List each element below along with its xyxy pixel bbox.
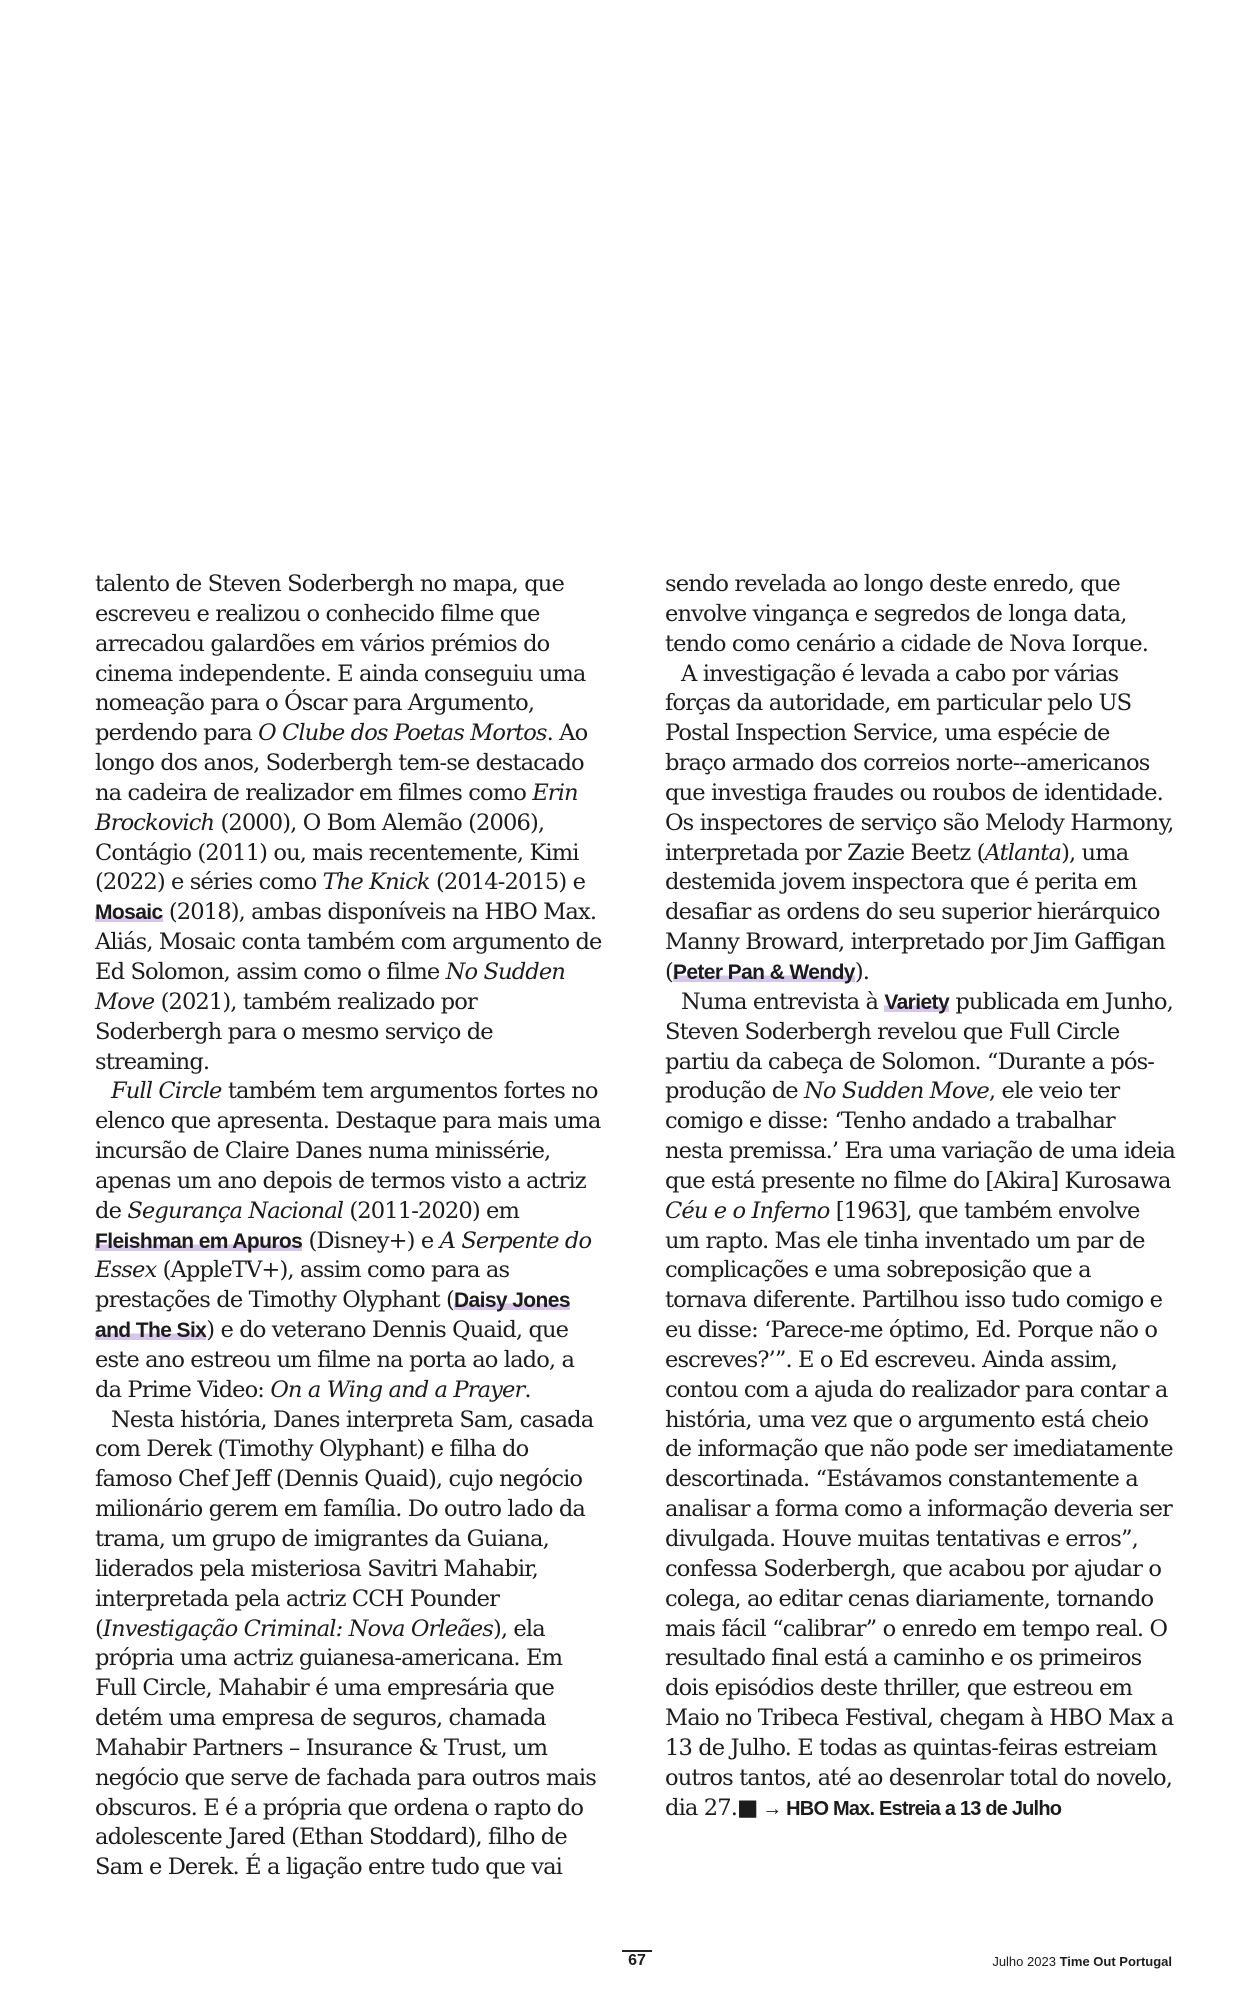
series-title: A Serpente do Essex bbox=[95, 1227, 592, 1284]
film-title: No Sudden Move bbox=[804, 1078, 989, 1105]
issue-date: Julho 2023 bbox=[992, 1954, 1056, 1969]
series-title: Full Circle bbox=[111, 1078, 222, 1105]
highlight-variety: Variety bbox=[884, 990, 950, 1014]
publication-name: Time Out Portugal bbox=[1059, 1954, 1172, 1969]
arrow-icon: → bbox=[757, 1797, 787, 1820]
article-column-right bbox=[665, 570, 1175, 1824]
series-title: The Knick bbox=[322, 869, 430, 896]
premiere-tagline: HBO Max. Estreia a 13 de Julho bbox=[786, 1797, 1062, 1820]
series-title: Atlanta bbox=[984, 839, 1062, 866]
highlight-peter-pan: Peter Pan & Wendy bbox=[672, 960, 855, 984]
film-title: Erin Brockovich bbox=[95, 779, 578, 836]
page-number: 67 bbox=[628, 1952, 646, 1969]
paragraph: Nesta história, Danes interpreta Sam, casada com Derek (Timothy Olyphant) e filha do famoso Chef Jeff (Dennis Quaid), cujo negócio milionário gerem em família. Do outro lado da trama, um grupo de imigrantes da Guiana, liderados pela misteriosa Savitri Mahabir, interpretada pela actriz CCH Pounder (Investigação Criminal: Nova Orleães), ela própria uma actriz guianesa-americana. Em Full Circle, Mahabir é uma empresária que detém uma empresa de seguros, chamada Mahabir Partners – Insurance & Trust, um negócio que serve de fachada para outros mais obscuros. E é a própria que ordena o rapto do adolescente Jared (Ethan Stoddard), filho de Sam e Derek. É a ligação entre tudo que vai bbox=[95, 1406, 596, 1881]
paragraph: Full Circle também tem argumentos fortes no elenco que apresenta. Destaque para mais uma incursão de Claire Danes numa minissérie, apenas um ano depois de termos visto a actriz de Segurança Nacional (2011-2020) em Fleishman em Apuros (Disney+) e A Serpente do Essex (AppleTV+), assim como para as prestações de Timothy Olyphant (Daisy Jones and The Six) e do veterano Dennis Quaid, que este ano estreou um filme na porta ao lado, a da Prime Video: On a Wing and a Prayer. bbox=[95, 1078, 601, 1403]
film-title: O Clube dos Poetas Mortos bbox=[258, 720, 547, 747]
paragraph: Numa entrevista à Variety publicada em Junho, Steven Soderbergh revelou que Full Circle partiu da cabeça de Solomon. “Durante a pós-produção de No Sudden Move, ele veio ter comigo e disse: ‘Tenho andado a trabalhar nesta premissa.’ Era uma variação de uma ideia que está presente no filme do [Akira] Kurosawa Céu e o Inferno [1963], que também envolve um rapto. Mas ele tinha inventado um par de complicações e uma sobreposição que a tornava diferente. Partilhou isso tudo comigo e eu disse: ‘Parece-me óptimo, Ed. Porque não o escreves?’”. E o Ed escreveu. Ainda assim, contou com a ajuda do realizador para contar a história, uma vez que o argumento está cheio de informação que não pode ser imediatamente descortinada. “Estávamos constantemente a analisar a forma como a informação deveria ser divulgada. Houve muitas tentativas e erros”, confessa Soderbergh, que acabou por ajudar o colega, ao editar cenas diariamente, tornando mais fácil “calibrar” o enredo em tempo real. O resultado final está a caminho e os primeiros dois episódios deste thriller, que estreou em Maio no Tribeca Festival, chegam à HBO Max a 13 de Julho. E todas as quintas-feiras estreiam outros tantos, até ao desenrolar total do novelo, dia 27.■ → HBO Max. Estreia a 13 de Julho bbox=[665, 988, 1175, 1821]
film-title: Céu e o Inferno bbox=[665, 1197, 830, 1224]
article-column-left bbox=[95, 570, 605, 1883]
highlight-mosaic: Mosaic bbox=[95, 901, 163, 925]
end-mark-icon: ■ bbox=[736, 1794, 758, 1821]
paragraph: sendo revelada ao longo deste enredo, que envolve vingança e segredos de longa data, tendo como cenário a cidade de Nova Iorque. bbox=[665, 571, 1149, 657]
series-title: Investigação Criminal: Nova Orleães bbox=[102, 1615, 493, 1642]
series-title: Segurança Nacional bbox=[127, 1197, 344, 1224]
footer-credit bbox=[992, 1954, 1172, 1969]
highlight-fleishman: Fleishman em Apuros bbox=[95, 1229, 303, 1253]
highlight-daisy-jones: Daisy Jones and The Six bbox=[95, 1289, 570, 1343]
paragraph: A investigação é levada a cabo por várias forças da autoridade, em particular pelo US Postal Inspection Service, uma espécie de braço armado dos correios norte--americanos que investiga fraudes ou roubos de identidade. Os inspectores de serviço são Melody Harmony, interpretada por Zazie Beetz (Atlanta), uma destemida jovem inspectora que é perita em desafiar as ordens do seu superior hierárquico Manny Broward, interpretado por Jim Gaffigan (Peter Pan & Wendy). bbox=[665, 660, 1174, 985]
film-title: No Sudden Move bbox=[95, 958, 565, 1015]
paragraph: talento de Steven Soderbergh no mapa, que escreveu e realizou o conhecido filme que arrecadou galardões em vários prémios do cinema independente. E ainda conseguiu uma nomeação para o Óscar para Argumento, perdendo para O Clube dos Poetas Mortos. Ao longo dos anos, Soderbergh tem-se destacado na cadeira de realizador em filmes como Erin Brockovich (2000), O Bom Alemão (2006), Contágio (2011) ou, mais recentemente, Kimi (2022) e séries como The Knick (2014-2015) e Mosaic (2018), ambas disponíveis na HBO Max. Aliás, Mosaic conta também com argumento de Ed Solomon, assim como o filme No Sudden Move (2021), também realizado por Soderbergh para o mesmo serviço de streaming. bbox=[95, 571, 602, 1075]
film-title: On a Wing and a Prayer bbox=[270, 1376, 525, 1403]
